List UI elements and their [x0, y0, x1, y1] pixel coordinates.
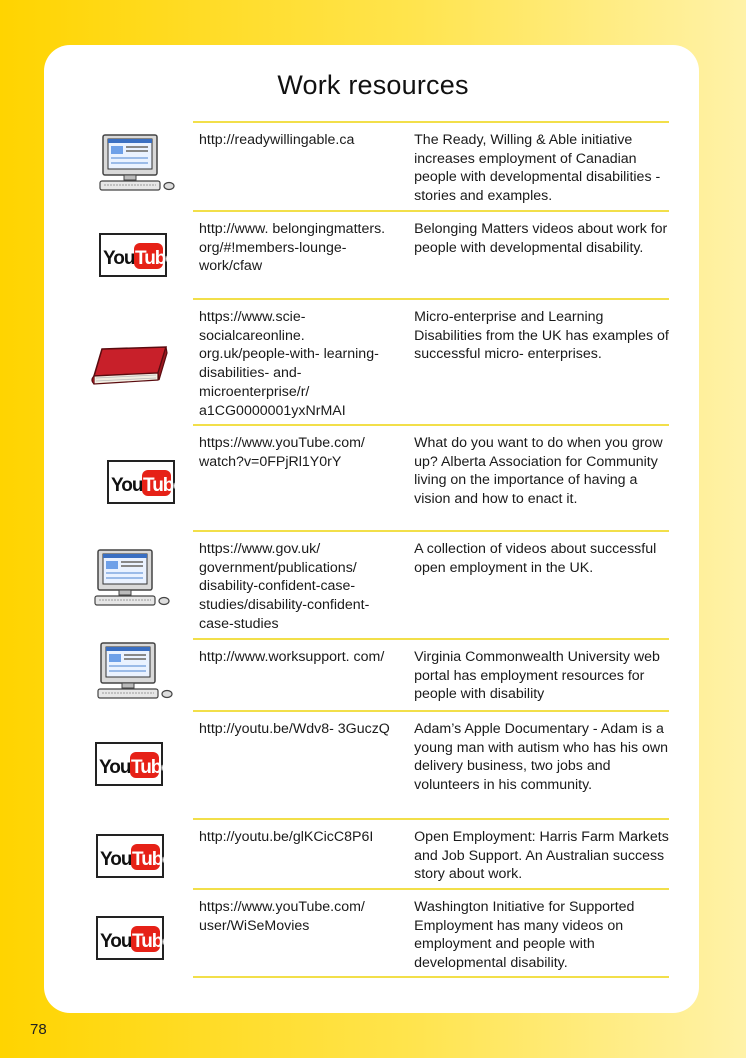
resource-table — [193, 121, 669, 978]
table-row — [193, 532, 669, 640]
resource-link[interactable]: http://www.worksupport. com/ — [199, 649, 385, 665]
resource-description: Belonging Matters videos about work for people with developmental disability. — [414, 221, 668, 256]
resource-link[interactable]: http://readywillingable.ca — [199, 132, 355, 148]
table-row — [193, 890, 669, 978]
table-row — [193, 712, 669, 820]
resource-description: Adam’s Apple Documentary - Adam is a young man with autism who has his own delivery business, two jobs and volunteers in his community. — [414, 721, 669, 794]
resource-description: Washington Initiative for Supported Employment has many videos on employment and people with developmental disability. — [414, 899, 635, 972]
youtube-icon — [95, 742, 171, 787]
table-row — [193, 300, 669, 426]
resource-description: What do you want to do when you grow up? Alberta Association for Community living on the importance of having a vision and how to enact it. — [414, 435, 663, 508]
computer-icon — [97, 133, 177, 195]
resource-description: Virginia Commonwealth University web portal has employment resources for people with disability — [414, 649, 660, 703]
table-row — [193, 212, 669, 300]
resource-link[interactable]: http://youtu.be/glKCicC8P6I — [199, 829, 374, 845]
svg-text:Tube: Tube — [135, 248, 175, 269]
svg-text:Tube: Tube — [131, 757, 171, 778]
svg-text:Tube: Tube — [132, 849, 172, 870]
svg-text:Tube: Tube — [143, 475, 183, 496]
youtube-icon — [99, 233, 175, 278]
table-row — [193, 640, 669, 712]
svg-text:You: You — [100, 931, 132, 952]
resource-description: The Ready, Willing & Able initiative increases employment of Canadian people with developmental disabilities - stories and examples. — [414, 132, 661, 205]
table-row — [193, 426, 669, 532]
resource-link[interactable]: https://www.scie- socialcareonline. org.uk/people-with- learning-disabilities- and-microenterprise/r/ a1CG0000001yxNrMAI — [199, 309, 379, 419]
resource-link[interactable]: https://www.youTube.com/ user/WiSeMovies — [199, 899, 365, 934]
computer-icon — [92, 548, 172, 610]
youtube-icon — [96, 834, 172, 879]
computer-icon — [95, 641, 175, 703]
resource-description: Micro-enterprise and Learning Disabilities from the UK has examples of successful micro- enterprises. — [414, 309, 669, 363]
resource-description: A collection of videos about successful open employment in the UK. — [414, 541, 657, 576]
youtube-icon — [96, 916, 172, 961]
resource-link[interactable]: https://www.youTube.com/ watch?v=0FPjRl1Y0rY — [199, 435, 365, 470]
svg-text:You: You — [111, 475, 143, 496]
book-icon — [88, 343, 172, 389]
svg-text:You: You — [99, 757, 131, 778]
page-title: Work resources — [277, 70, 469, 100]
svg-text:Tube: Tube — [132, 931, 172, 952]
table-row — [193, 123, 669, 212]
page-number: 78 — [30, 1021, 47, 1038]
resource-link[interactable]: http://www. belongingmatters. org/#!members-lounge- work/cfaw — [199, 221, 386, 275]
table-row — [193, 820, 669, 890]
svg-text:You: You — [100, 849, 132, 870]
youtube-icon — [107, 460, 183, 505]
svg-text:You: You — [103, 248, 135, 269]
resource-link[interactable]: https://www.gov.uk/ government/publications/ disability-confident-case- studies/disability-confident- case-studies — [199, 541, 370, 632]
resource-description: Open Employment: Harris Farm Markets and Job Support. An Australian success story about work. — [414, 829, 669, 883]
resource-link[interactable]: http://youtu.be/Wdv8- 3GuczQ — [199, 721, 390, 737]
